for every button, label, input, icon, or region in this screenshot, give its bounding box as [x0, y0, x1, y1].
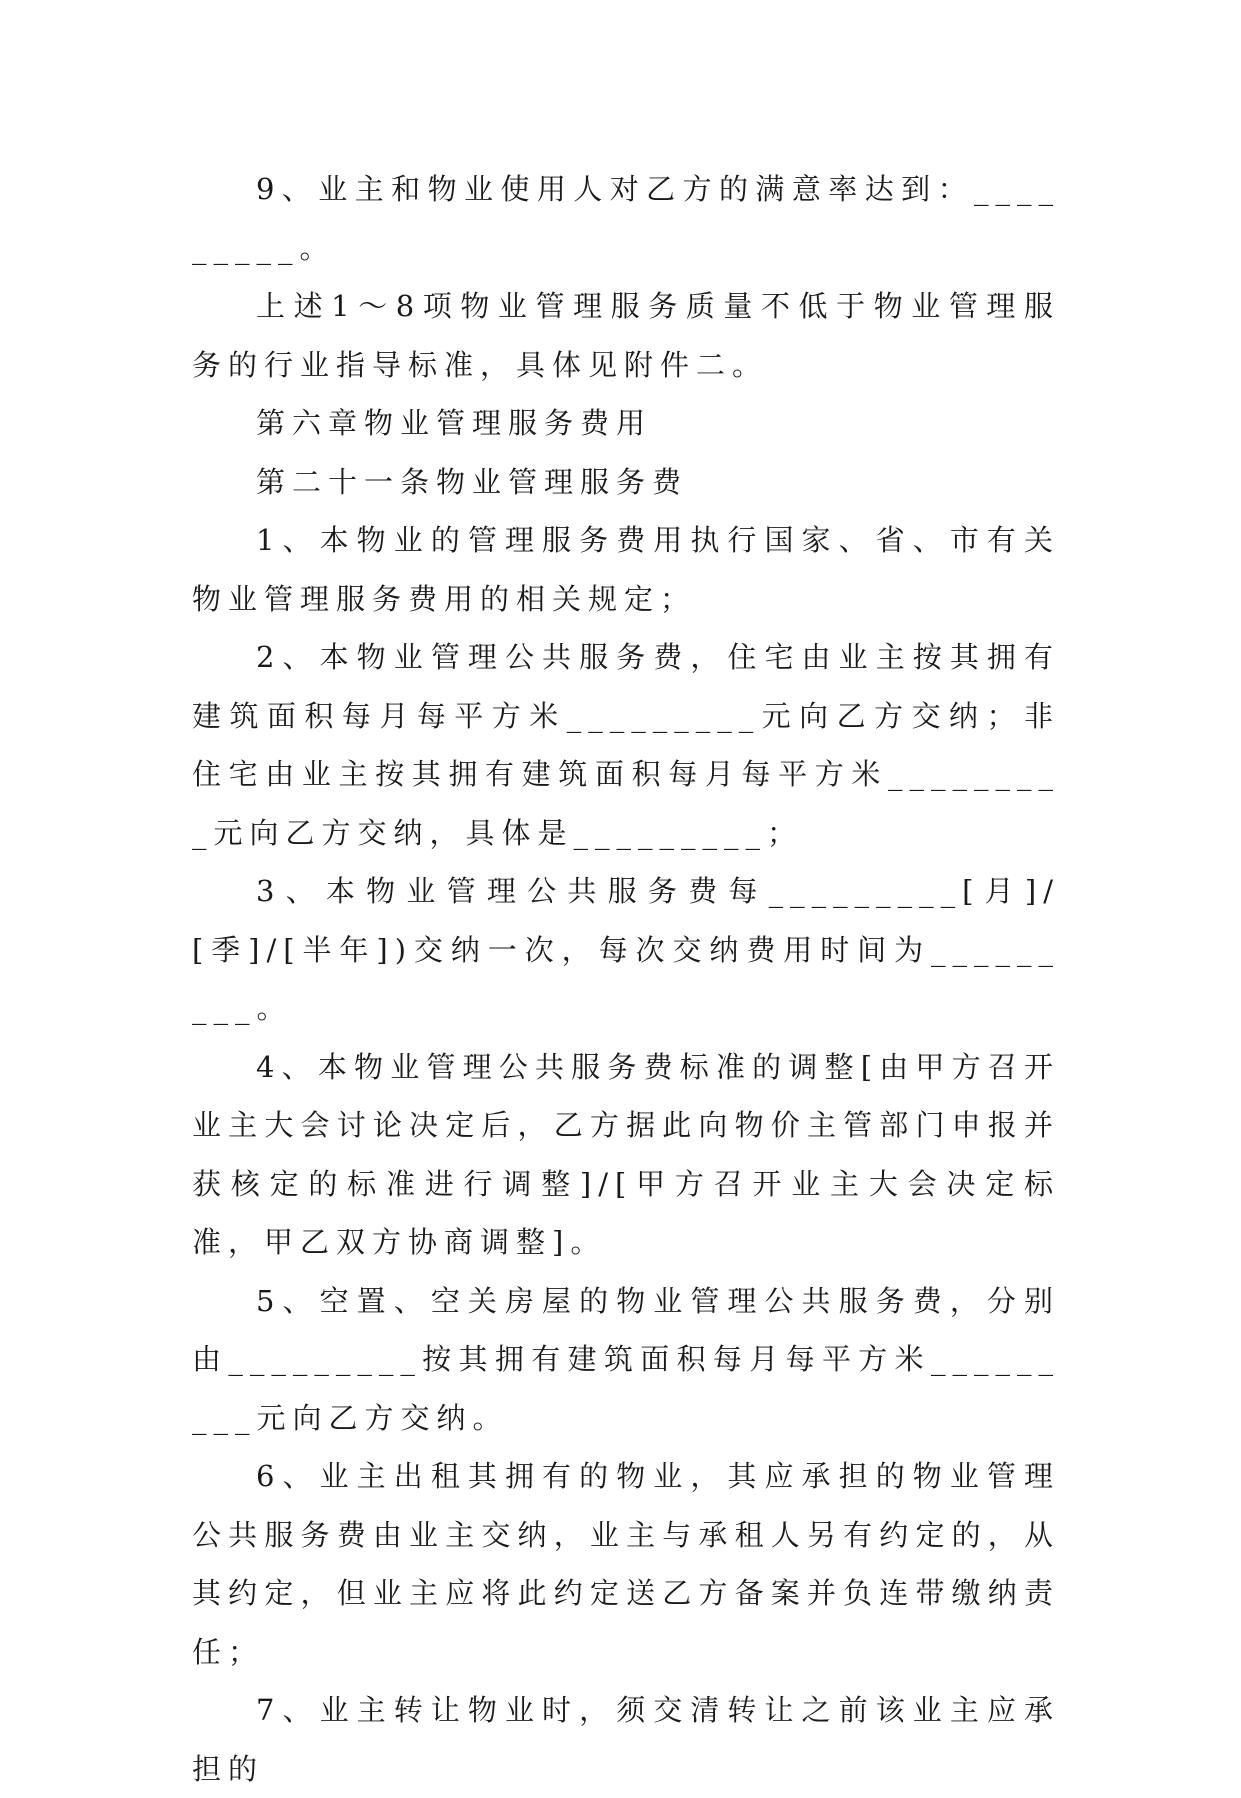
paragraph-item-2: 2、本物业管理公共服务费，住宅由业主按其拥有建筑面积每月每平方米_________元向乙方交纳；非住宅由业主按其拥有建筑面积每月每平方米_________元向乙方交纳，具体是_________；	[192, 640, 1060, 850]
paragraph-item-3: 3、本物业管理公共服务费每_________[月]/[季]/[半年])交纳一次，每次交纳费用时间为_________。	[192, 874, 1060, 1025]
paragraph-item-6: 6、业主出租其拥有的物业，其应承担的物业管理公共服务费由业主交纳，业主与承租人另有约定的，从其约定，但业主应将此约定送乙方备案并负连带缴纳责任；	[192, 1459, 1060, 1669]
document-page	[192, 160, 1060, 1798]
chapter-heading: 第六章物业管理服务费用	[256, 406, 653, 440]
paragraph-item-5: 5、空置、空关房屋的物业管理公共服务费，分别由_________按其拥有建筑面积每月每平方米_________元向乙方交纳。	[192, 1283, 1060, 1435]
paragraph-satisfaction-rate: 9、业主和物业使用人对乙方的满意率达到：_________。	[192, 172, 1060, 265]
paragraph-quality-standard: 上述1～8项物业管理服务质量不低于物业管理服务的行业指导标准，具体见附件二。	[192, 289, 1060, 382]
paragraph-item-4: 4、本物业管理公共服务费标准的调整[由甲方召开业主大会讨论决定后，乙方据此向物价主管部门申报并获核定的标准进行调整]/[甲方召开业主大会决定标准，甲乙双方协商调整]。	[192, 1049, 1060, 1259]
article-heading: 第二十一条物业管理服务费	[256, 464, 689, 499]
paragraph-item-7: 7、业主转让物业时，须交清转让之前该业主应承担的	[192, 1693, 1060, 1786]
paragraph-item-1: 1、本物业的管理服务费用执行国家、省、市有关物业管理服务费用的相关规定；	[192, 523, 1060, 616]
